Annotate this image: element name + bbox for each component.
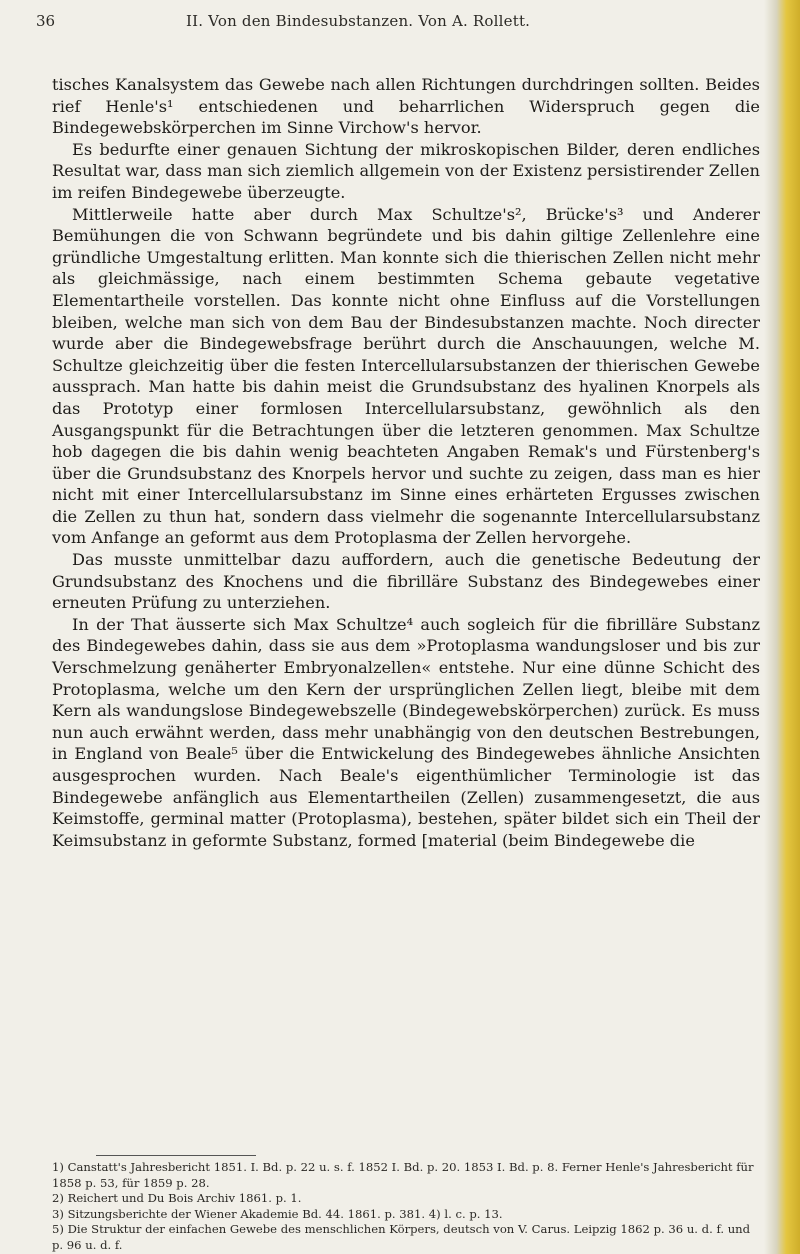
footnote: 2) Reichert und Du Bois Archiv 1861. p. 1.: [52, 1191, 302, 1206]
paragraph: tisches Kanalsystem das Gewebe nach allen Richtungen durchdringen sollten. Beides rief Henle's¹ entschiedenen und beharrlichen Widerspruch gegen die Bindegewebskörperchen im Sinne Virchow's hervor.: [52, 75, 760, 138]
footnote-rule: [96, 1155, 256, 1156]
footnote: 1) Canstatt's Jahresbericht 1851. I. Bd. p. 22 u. s. f. 1852 I. Bd. p. 20. 1853 I. Bd. p. 8. Ferner Henle's Jahresbericht für 1858 p. 53, für 1859 p. 28.: [52, 1160, 754, 1190]
page-number: 36: [36, 12, 56, 30]
paragraph: Mittlerweile hatte aber durch Max Schultze's², Brücke's³ und Anderer Bemühungen die von Schwann begründete und bis dahin giltige Zellenlehre eine gründliche Umgestaltung erlitten. Man konnte sich die thierischen Zellen nicht mehr als gleichmässige, nach einem bestimmten Schema gebaute vegetative Elementartheile vorstellen. Das konnte nicht ohne Einfluss auf die Vorstellungen bleiben, welche man sich von dem Bau der Bindesubstanzen machte. Noch directer wurde aber die Bindegewebsfrage berührt durch die Anschauungen, welche M. Schultze gleichzeitig über die festen Intercellularsubstanzen der thierischen Gewebe aussprach. Man hatte bis dahin meist die Grundsubstanz des hyalinen Knorpels als das Prototyp einer formlosen Intercellularsubstanz, gewöhnlich als den Ausgangspunkt für die Betrachtungen über die letzteren genommen. Max Schultze hob dagegen die bis dahin wenig beachteten Angaben Remak's und Fürstenberg's über die Grundsubstanz des Knorpels hervor und suchte zu zeigen, dass man es hier nicht mit einer Intercellularsubstanz im Sinne eines erhärteten Ergusses zwischen die Zellen zu thun hat, sondern dass vielmehr die sogenannte Intercellularsubstanz vom Anfange an geformt aus dem Protoplasma der Zellen hervorgehe.: [52, 204, 760, 548]
footnote: 3) Sitzungsberichte der Wiener Akademie Bd. 44. 1861. p. 381. 4) l. c. p. 13.: [52, 1206, 503, 1221]
footnote: 5) Die Struktur der einfachen Gewebe des menschlichen Körpers, deutsch von V. Carus. Leipzig 1862 p. 36 u. d. f. und p. 96 u. d. f.: [52, 1222, 751, 1252]
footnotes: [52, 1160, 760, 1254]
running-title: II. Von den Bindesubstanzen. Von A. Rollett.: [186, 12, 531, 30]
body-text: [52, 74, 760, 851]
page-edge: [764, 0, 800, 1254]
paragraph: In der That äusserte sich Max Schultze⁴ auch sogleich für die fibrilläre Substanz des Bindegewebes dahin, dass sie aus dem »Protoplasma wandungsloser und bis zur Verschmelzung genäherter Embryonalzellen« entstehe. Nur eine dünne Schicht des Protoplasma, welche um den Kern der ursprünglichen Zellen liegt, bleibe mit dem Kern als wandungslose Bindegewebszelle (Bindegewebskörperchen) zurück. Es muss nun auch erwähnt werden, dass mehr unabhängig von den deutschen Bestrebungen, in England von Beale⁵ über die Entwickelung des Bindegewebes ähnliche Ansichten ausgesprochen wurden. Nach Beale's eigenthümlicher Terminologie ist das Bindegewebe anfänglich aus Elementartheilen (Zellen) zusammengesetzt, die aus Keimstoffe, germinal matter (Protoplasma), bestehen, später bildet sich ein Theil der Keimsubstanz in geformte Substanz, formed [material (beim Bindegewebe die: [52, 614, 760, 850]
paragraph: Es bedurfte einer genauen Sichtung der mikroskopischen Bilder, deren endliches Resultat war, dass man sich ziemlich allgemein von der Existenz persistirender Zellen im reifen Bindegewebe überzeugte.: [52, 139, 760, 202]
running-header: [36, 12, 752, 38]
paragraph: Das musste unmittelbar dazu auffordern, auch die genetische Bedeutung der Grundsubstanz des Knochens und die fibrilläre Substanz des Bindegewebes einer erneuten Prüfung zu unterziehen.: [52, 550, 760, 613]
